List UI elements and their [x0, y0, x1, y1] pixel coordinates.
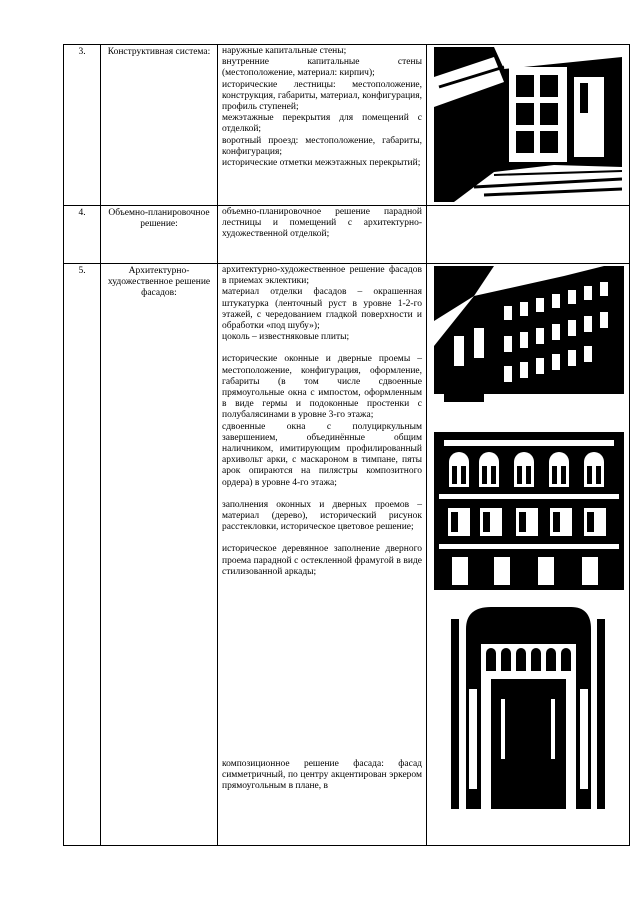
- row-name: Объемно-планировочное решение:: [101, 206, 218, 264]
- row-number: 4.: [64, 206, 101, 264]
- desc-paragraph: заполнения оконных и дверных проемов – материал (дерево), исторический рисунок расстекловки, историческое цветовое решение;: [222, 499, 422, 533]
- facade-windows-photo: [434, 422, 624, 590]
- desc-paragraph: исторические оконные и дверные проемы – местоположение, конфигурация, оформление, габариты (в том числе сдвоенные прямоугольные окна с импостом, оформленным в виде гермы и подоконные простенки с полубалясинами в уровне 3-го этажа;: [222, 354, 422, 421]
- staircase-interior-photo: [434, 47, 622, 202]
- desc-paragraph: цоколь – известняковые плиты;: [222, 332, 350, 343]
- row-description: [218, 206, 427, 264]
- table-row: [64, 264, 630, 846]
- row-number: 5.: [64, 264, 101, 846]
- row-name: Конструктивная система:: [101, 45, 218, 206]
- table-row: [64, 45, 630, 206]
- row-description: [218, 264, 427, 846]
- spacer: [222, 578, 422, 759]
- desc-paragraph: композиционное решение фасада: фасад симметричный, по центру акцентирован эркером прямоугольным в плане, в: [222, 759, 422, 792]
- row-name: Архитектурно-художественное решение фасадов:: [101, 264, 218, 846]
- entrance-door-photo: [441, 599, 615, 809]
- building-corner-photo: [434, 266, 624, 414]
- desc-paragraph: воротный проезд: местоположение, габариты, конфигурация;: [222, 135, 422, 157]
- photo-cell: [427, 264, 630, 846]
- desc-paragraph: внутренние капитальные стены (местоположение, материал: кирпич);: [222, 57, 422, 79]
- desc-paragraph: наружные капитальные стены;: [222, 46, 347, 56]
- desc-paragraph: материал отделки фасадов – окрашенная штукатурка (ленточный руст в уровне 1-2-го этажей, с чередованием гладкой поверхности и обработки «под шубу»);: [222, 287, 422, 332]
- spacer: [222, 343, 422, 354]
- desc-paragraph: архитектурно-художественное решение фасадов в приемах эклектики;: [222, 265, 422, 287]
- table-row: [64, 206, 630, 264]
- desc-paragraph: исторические отметки межэтажных перекрытий;: [222, 158, 421, 169]
- desc-paragraph: историческое деревянное заполнение дверного проема парадной с остекленной фрамугой в виде стилизованной аркады;: [222, 544, 422, 577]
- photo-cell: [427, 206, 630, 264]
- desc-paragraph: исторические лестницы: местоположение, конструкция, габариты, материал, конфигурация, профиль ступеней;: [222, 79, 422, 113]
- row-description: [218, 45, 427, 206]
- photo-cell: [427, 45, 630, 206]
- spacer: [222, 489, 422, 500]
- heritage-table: [63, 44, 630, 846]
- row-number: 3.: [64, 45, 101, 206]
- desc-paragraph: объемно-планировочное решение парадной лестницы и помещений с архитектурно-художественной отделкой;: [222, 207, 422, 240]
- desc-paragraph: межэтажные перекрытия для помещений с отделкой;: [222, 113, 422, 135]
- desc-paragraph: сдвоенные окна с полуциркульным завершением, объединённые общим наличником, имитирующим профилированный архивольт арки, с маскароном в тимпане, пяты арок опираются на пилястры композитного ордера) в уровне 4-го этажа;: [222, 421, 422, 488]
- spacer: [222, 533, 422, 544]
